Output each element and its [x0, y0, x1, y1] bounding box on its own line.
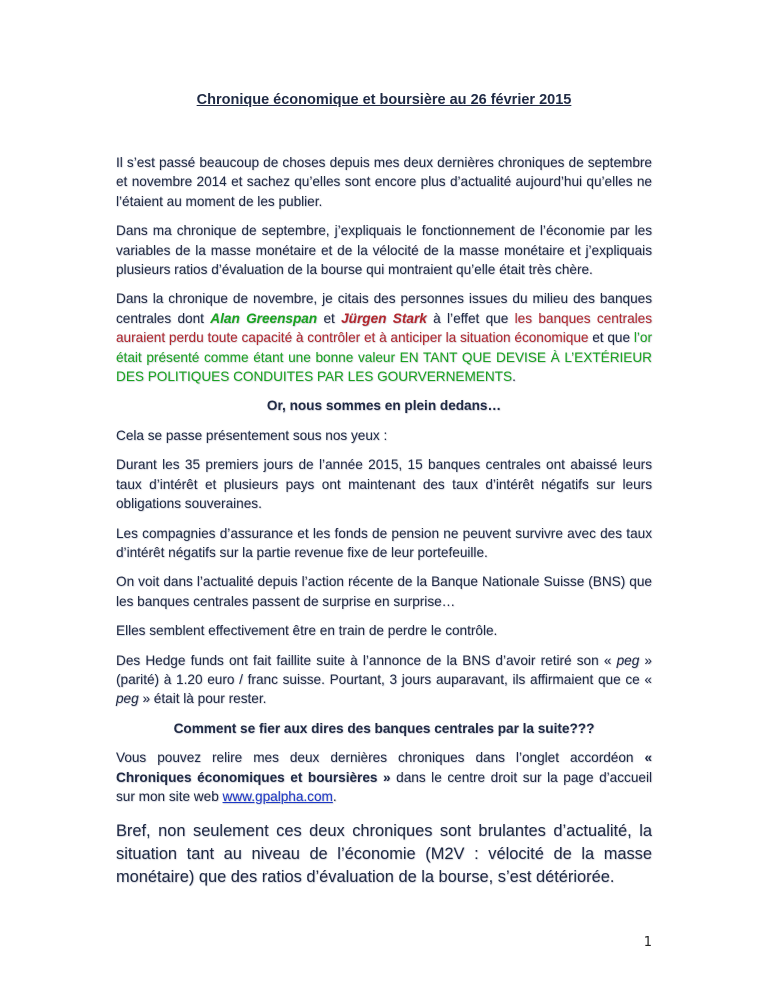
p3-red-text: les banques centrales auraient perdu toute capacité à contrôler et à anticiper la situation économique	[116, 310, 653, 346]
website-link[interactable]: www.gpalpha.com	[222, 788, 333, 804]
chroniques-tab-name: « Chroniques économiques et boursières »	[116, 750, 652, 785]
paragraph-relire	[116, 748, 652, 806]
paragraph-controle: Elles semblent effectivement être en train de perdre le contrôle.	[116, 623, 498, 639]
paragraph-september: Dans ma chronique de septembre, j’expliquais le fonctionnement de l’économie par les variables de la masse monétaire et de la vélocité de la masse monétaire et j’expliquais plusieurs ratios d’évaluation de la bourse qui montraient qu’elle était très chère.	[116, 223, 652, 278]
document-body	[116, 153, 652, 899]
p10-text-b: » (parité) à 1.20 euro / franc suisse. Pourtant, 3 jours auparavant, ils affirmaient que ce «	[116, 652, 652, 687]
p10-text-a: Des Hedge funds ont fait faillite suite à l’annonce de la BNS d’avoir retiré son «	[116, 652, 617, 668]
name-greenspan: Alan Greenspan	[210, 310, 318, 326]
paragraph-cela: Cela se passe présentement sous nos yeux :	[116, 427, 388, 443]
p3-text-a: Dans la chronique de novembre, je citais des personnes issues du milieu des banques centrales dont	[116, 291, 652, 326]
paragraph-hedge-funds	[116, 651, 652, 709]
p12-text-c: .	[332, 788, 337, 804]
p3-text-c: à l’effet que	[426, 310, 515, 326]
paragraph-assurance: Les compagnies d’assurance et les fonds de pension ne peuvent survivre avec des taux d’intérêt négatifs sur la partie revenue fixe de leur portefeuille.	[116, 525, 652, 560]
name-stark: Jürgen Stark	[341, 310, 427, 326]
paragraph-november	[116, 289, 652, 386]
peg-term-2: peg	[116, 691, 139, 707]
peg-term-1: peg	[616, 652, 640, 668]
page-number: 1	[643, 935, 652, 950]
paragraph-intro: Il s’est passé beaucoup de choses depuis mes deux dernières chroniques de septembre et novembre 2014 et sachez qu’elles sont encore plus d’actualité aujourd’hui qu’elles ne l’étaient au moment de les publier.	[116, 155, 652, 209]
paragraph-question: Comment se fier aux dires des banques centrales par la suite???	[173, 720, 595, 736]
p12-text-b: dans le centre droit sur la page d’accueil sur mon site web	[116, 769, 652, 804]
paragraph-bref: Bref, non seulement ces deux chroniques sont brulantes d’actualité, la situation tant au niveau de l’économie (M2V : vélocité de la masse monétaire) que des ratios d’évaluation de la bourse, s’est détériorée.	[116, 822, 652, 887]
paragraph-or-nous: Or, nous sommes en plein dedans…	[266, 398, 502, 414]
p3-text-b: et	[317, 310, 342, 326]
p3-green-text: l’or était présenté comme étant une bonne valeur EN TANT QUE DEVISE À L’EXTÉRIEUR DES POLITIQUES CONDUITES PAR LES GOURVERNEMENTS	[116, 330, 652, 385]
paragraph-bns: On voit dans l’actualité depuis l’action récente de la Banque Nationale Suisse (BNS) que les banques centrales passent de surprise en surprise…	[116, 574, 652, 609]
p3-text-e: .	[512, 369, 516, 385]
p10-text-c: » était là pour rester.	[138, 691, 267, 707]
paragraph-35-jours: Durant les 35 premiers jours de l’année 2015, 15 banques centrales ont abaissé leurs taux d’intérêt et plusieurs pays ont maintenant des taux d’intérêt négatifs sur leurs obligations souveraines.	[116, 457, 652, 512]
document-title: Chronique économique et boursière au 26 février 2015	[196, 92, 572, 108]
p3-text-d: et que	[588, 330, 634, 346]
p12-text-a: Vous pouvez relire mes deux dernières chroniques dans l’onglet accordéon	[116, 750, 645, 766]
